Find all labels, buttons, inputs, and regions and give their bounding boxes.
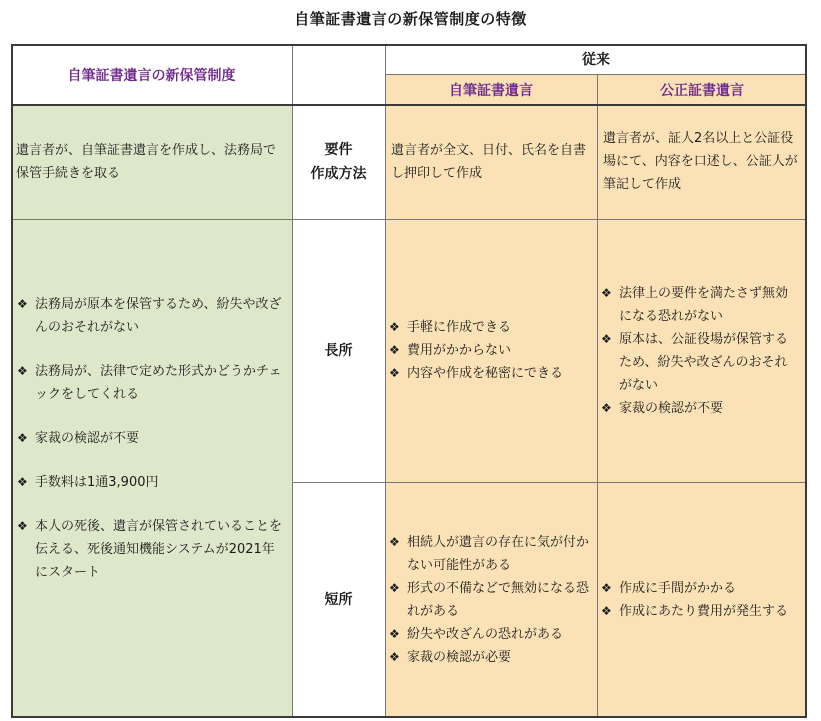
divider [385,44,386,718]
bullet-icon: ❖ [17,297,28,311]
bullet-icon: ❖ [17,475,28,489]
bullet-icon: ❖ [389,650,400,664]
list-item: ❖ 手軽に作成できる [389,316,563,339]
bullet-icon: ❖ [389,581,400,595]
bullet-icon: ❖ [601,331,612,346]
list-item: ❖ 費用がかからない [389,339,563,362]
list-item: ❖ 形式の不備などで無効になる恐れがある [389,577,589,623]
bullet-icon: ❖ [601,604,612,618]
header-blank [292,44,385,105]
new-system-feature-list [17,293,284,584]
list-item: ❖ 作成にあたり費用が発生する [601,600,788,623]
bullet-icon: ❖ [17,519,28,533]
bullet-icon: ❖ [389,535,400,549]
list-item: ❖ 家裁の検認が必要 [389,646,589,669]
holographic-requirements: 遺言者が全文、日付、氏名を自書し押印して作成 [385,105,597,219]
bullet-icon: ❖ [389,320,400,334]
notarial-pros-list [601,282,797,420]
bullet-icon: ❖ [601,400,612,415]
list-item: ❖ 内容や作成を秘密にできる [389,362,563,385]
bullet-icon: ❖ [601,581,612,595]
holographic-pros-list [389,316,563,385]
new-system-requirements: 遺言者が、自筆証書遺言を作成し、法務局で保管手続きを取る [11,105,292,219]
divider [292,44,293,718]
row-label-requirements-line1: 要件 [324,142,353,158]
header-holographic: 自筆証書遺言 [385,74,597,105]
list-item: ❖ 作成に手間がかかる [601,577,788,600]
row-label-pros: 長所 [292,219,385,482]
list-item: ❖ 原本は、公証役場が保管するため、紛失や改ざんのおそれがない [601,328,797,397]
notarial-requirements: 遺言者が、証人2名以上と公証役場にて、内容を口述し、公証人が筆記して作成 [597,105,807,219]
divider [11,104,807,106]
row-label-cons: 短所 [292,482,385,718]
bullet-icon: ❖ [17,364,28,378]
bullet-icon: ❖ [17,431,28,445]
new-system-features [11,219,292,718]
divider [597,74,598,718]
list-item: ❖ 本人の死後、遺言が保管されていることを伝える、死後通知機能システムが2021年にスタート [17,515,284,584]
notarial-cons-list [601,577,788,623]
notarial-pros [597,219,807,482]
comparison-table [11,44,807,718]
row-label-requirements-line2: 作成方法 [310,166,367,182]
bullet-icon: ❖ [389,343,400,357]
bullet-icon: ❖ [389,627,400,641]
list-item: ❖ 相続人が遺言の存在に気が付かない可能性がある [389,531,589,577]
row-label-requirements [292,105,385,219]
divider [292,482,807,483]
list-item: ❖ 家裁の検認が不要 [601,397,797,420]
list-item: ❖ 紛失や改ざんの恐れがある [389,623,589,646]
divider [385,74,807,75]
divider [11,219,292,220]
list-item: ❖ 法務局が、法律で定めた形式かどうかチェックをしてくれる [17,360,284,406]
list-item: ❖ 法律上の要件を満たさず無効になる恐れがない [601,282,797,328]
notarial-cons [597,482,807,718]
bullet-icon: ❖ [601,285,612,300]
holographic-cons [385,482,597,718]
holographic-cons-list [389,531,589,669]
header-notarial: 公正証書遺言 [597,74,807,105]
header-new-system: 自筆証書遺言の新保管制度 [11,44,292,105]
bullet-icon: ❖ [389,366,400,380]
divider [292,219,807,220]
page-title: 自筆証書遺言の新保管制度の特徴 [294,10,527,28]
holographic-pros [385,219,597,482]
list-item: ❖ 法務局が原本を保管するため、紛失や改ざんのおそれがない [17,293,284,339]
header-conventional: 従来 [385,44,807,74]
list-item: ❖ 家裁の検認が不要 [17,427,284,450]
list-item: ❖ 手数料は1通3,900円 [17,471,284,494]
